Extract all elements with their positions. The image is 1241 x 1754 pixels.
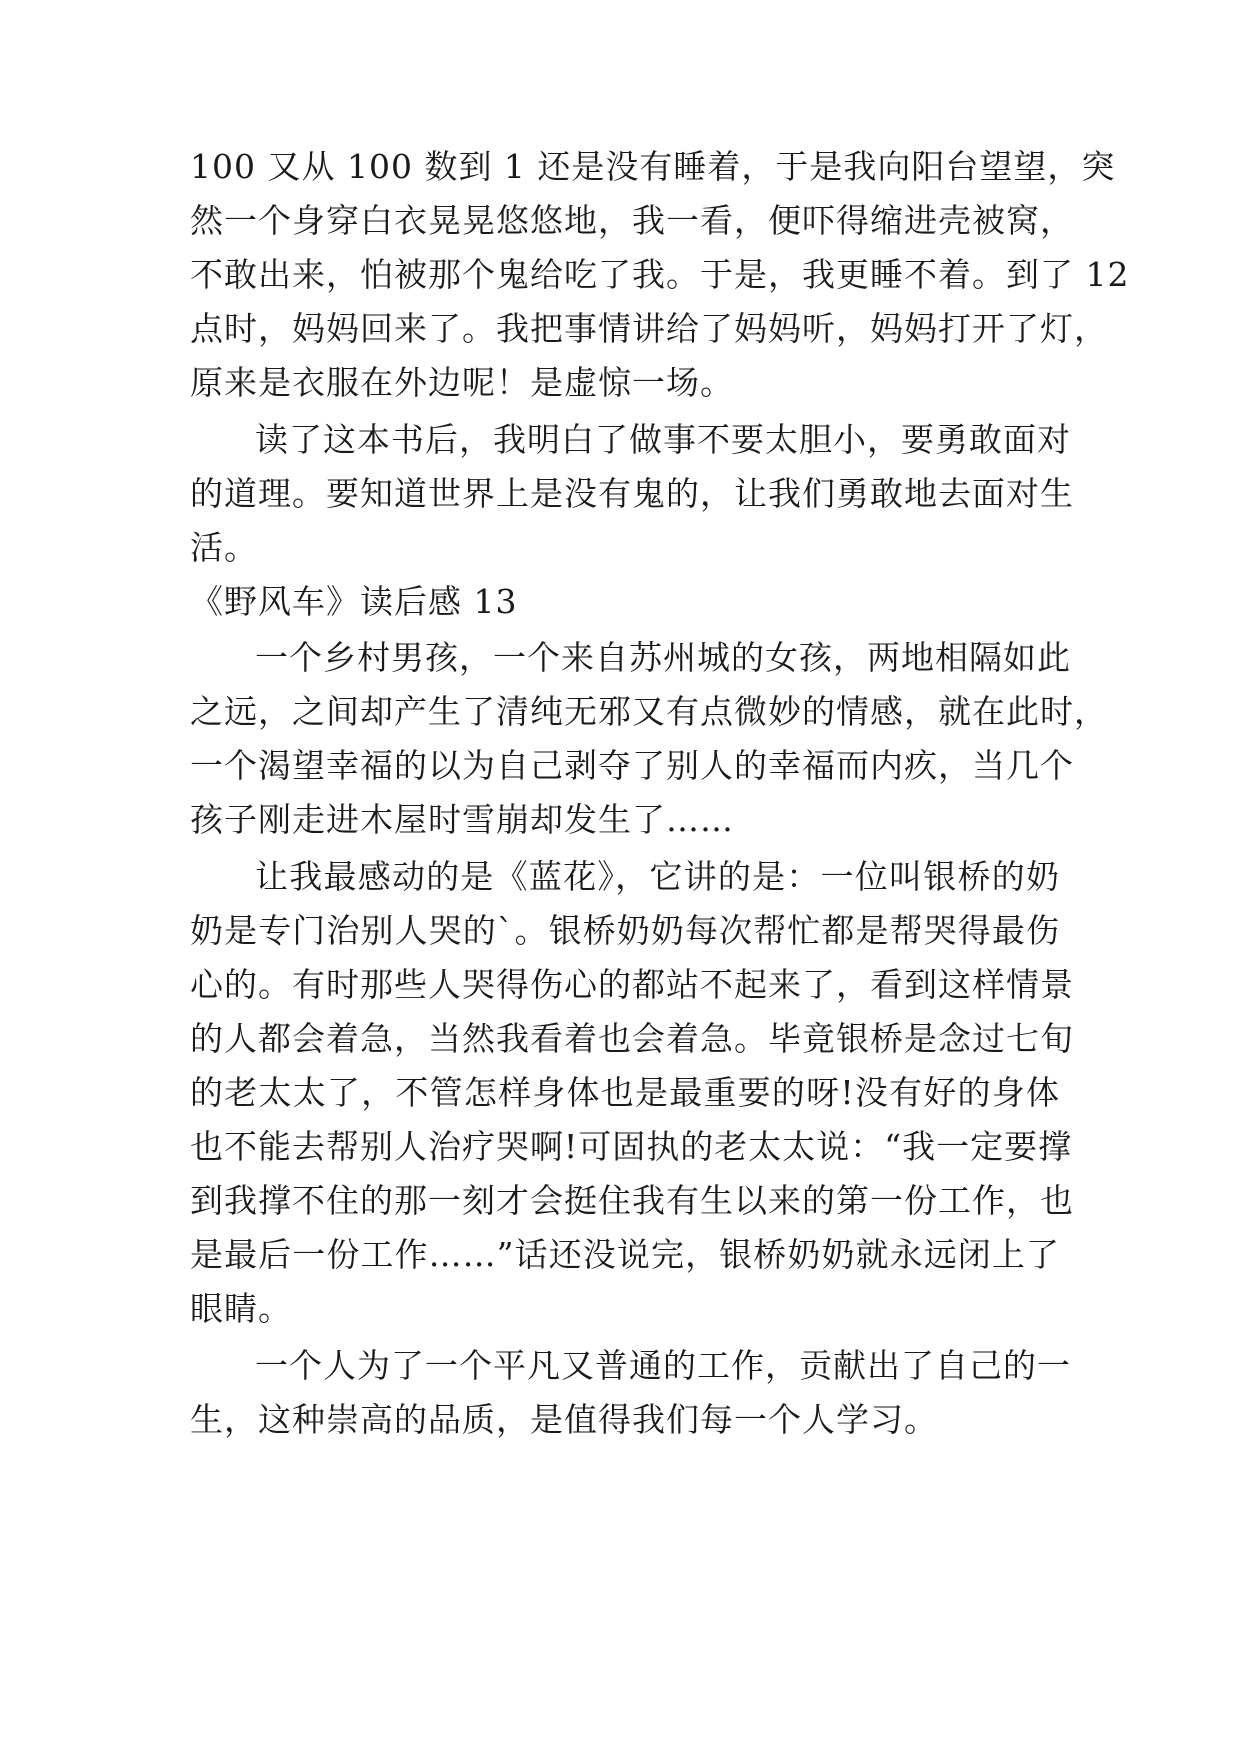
text-line: 生，这种崇高的品质，是值得我们每一个人学习。: [190, 1400, 938, 1439]
section-heading: 《野风车》读后感 13: [190, 582, 518, 621]
text-line: 眼睛。: [190, 1289, 292, 1328]
text-line: 读了这本书后，我明白了做事不要太胆小，要勇敢面对: [255, 420, 1071, 459]
text-line: 点时，妈妈回来了。我把事情讲给了妈妈听，妈妈打开了灯，: [190, 309, 1108, 348]
text-line: 的道理。要知道世界上是没有鬼的，让我们勇敢地去面对生: [190, 474, 1074, 513]
text-line: 奶是专门治别人哭的`。银桥奶奶每次帮忙都是帮哭得最伤: [190, 911, 1060, 950]
text-line: 孩子刚走进木屋时雪崩却发生了……: [190, 800, 734, 839]
text-line: 是最后一份工作……”话还没说完，银桥奶奶就永远闭上了: [190, 1235, 1060, 1274]
text-line: 一个人为了一个平凡又普通的工作，贡献出了自己的一: [255, 1346, 1071, 1385]
text-line: 活。: [190, 528, 258, 567]
text-line: 100 又从 100 数到 1 还是没有睡着，于是我向阳台望望，突: [190, 147, 1116, 186]
text-line: 到我撑不住的那一刻才会挺住我有生以来的第一份工作，也: [190, 1181, 1074, 1220]
text-line: 心的。有时那些人哭得伤心的都站不起来了，看到这样情景: [190, 965, 1074, 1004]
text-line: 一个渴望幸福的以为自己剥夺了别人的幸福而内疚，当几个: [190, 746, 1074, 785]
text-line: 之远，之间却产生了清纯无邪又有点微妙的情感，就在此时，: [190, 692, 1108, 731]
text-line: 的人都会着急，当然我看着也会着急。毕竟银桥是念过七旬: [190, 1019, 1074, 1058]
text-line: 原来是衣服在外边呢！是虚惊一场。: [190, 363, 734, 402]
text-line: 也不能去帮别人治疗哭啊!可固执的老太太说：“我一定要撑: [190, 1127, 1073, 1166]
text-line: 的老太太了，不管怎样身体也是最重要的呀!没有好的身体: [190, 1073, 1060, 1112]
text-line: 一个乡村男孩，一个来自苏州城的女孩，两地相隔如此: [255, 638, 1071, 677]
text-line: 然一个身穿白衣晃晃悠悠地，我一看，便吓得缩进壳被窝，: [190, 201, 1074, 240]
text-line: 让我最感动的是《蓝花》，它讲的是：一位叫银桥的奶: [255, 857, 1060, 896]
text-line: 不敢出来，怕被那个鬼给吃了我。于是，我更睡不着。到了 12: [190, 255, 1130, 294]
